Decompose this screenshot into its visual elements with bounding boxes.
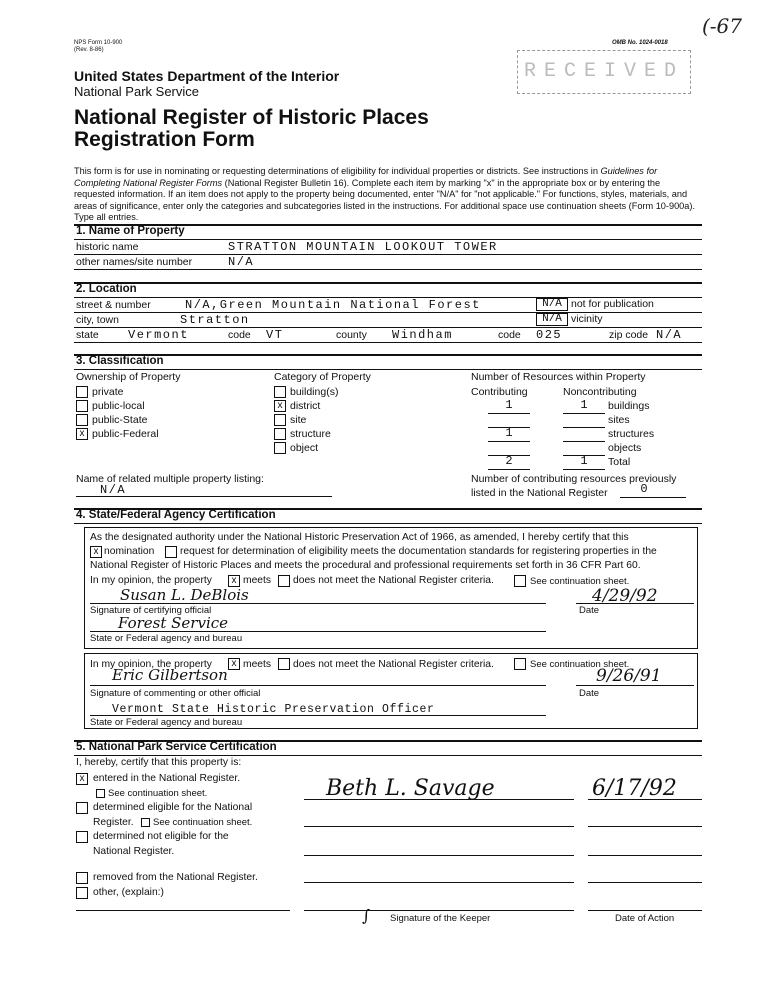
- rule: [563, 441, 605, 442]
- entered-label: entered in the National Register.: [93, 773, 241, 784]
- meets-checkbox[interactable]: x: [228, 575, 240, 587]
- section2-rule: [74, 282, 702, 284]
- nomination-checkbox[interactable]: x: [90, 546, 102, 558]
- row-label-objects: objects: [608, 442, 642, 454]
- county-code-value: 025: [536, 328, 563, 342]
- category-checkbox-buildings[interactable]: [274, 386, 286, 398]
- continuation-checkbox[interactable]: [514, 575, 526, 587]
- ownership-label-public-local: public-local: [92, 400, 145, 412]
- rule: [74, 269, 702, 270]
- eligible-label-2: Register.: [93, 817, 134, 828]
- section1-heading: 1. Name of Property: [76, 225, 185, 237]
- street-value: N/A,Green Mountain National Forest: [185, 298, 481, 312]
- request-label: request for determination of eligibility meets the documentation standards for registering properties in the: [180, 546, 657, 557]
- rule: [90, 715, 546, 716]
- state-label: state: [76, 329, 99, 341]
- category-label-buildings: building(s): [290, 386, 339, 398]
- ownership-checkbox-public-state[interactable]: [76, 414, 88, 426]
- intro-paragraph: [74, 166, 702, 224]
- entered-continuation-label: See continuation sheet.: [108, 788, 208, 799]
- category-label-structure: structure: [290, 428, 331, 440]
- commenting-date: 9/26/91: [596, 666, 662, 686]
- contributing-total: 2: [505, 454, 513, 468]
- ownership-checkbox-public-local[interactable]: [76, 400, 88, 412]
- eligible-checkbox[interactable]: [76, 802, 88, 814]
- ownership-label-private: private: [92, 386, 124, 398]
- noncontributing-buildings: 1: [580, 398, 588, 412]
- form-number: NPS Form 10-900: [74, 40, 123, 46]
- omb-number: OMB No. 1024-0018: [612, 40, 668, 46]
- other-names-value: N/A: [228, 255, 255, 269]
- category-checkbox-object[interactable]: [274, 442, 286, 454]
- street-label: street & number: [76, 299, 151, 311]
- rule: [588, 882, 702, 883]
- removed-label: removed from the National Register.: [93, 872, 258, 883]
- category-label-object: object: [290, 442, 319, 454]
- rule: [304, 826, 574, 827]
- ownership-checkbox-private[interactable]: [76, 386, 88, 398]
- row-label-buildings: buildings: [608, 400, 650, 412]
- historic-name-label: historic name: [76, 241, 139, 253]
- ownership-label-public-federal: public-Federal: [92, 428, 159, 440]
- section4-heading: 4. State/Federal Agency Certification: [76, 509, 276, 521]
- not-eligible-label-2: National Register.: [93, 846, 175, 857]
- rule: [76, 910, 290, 911]
- vicinity-label: vicinity: [571, 313, 603, 325]
- state-code-value: VT: [266, 328, 284, 342]
- does-not-meet-label: does not meet the National Register criteria.: [293, 575, 494, 586]
- row-label-structures: structures: [608, 428, 655, 440]
- rule: [588, 855, 702, 856]
- opinion-prefix: In my opinion, the property: [90, 575, 212, 586]
- form-title-line2: Registration Form: [74, 128, 255, 151]
- intro-text-2: (National Register Bulletin 16). Complete each item by marking "x" in the appropriate box or by entering the requested information. If an item does not apply to the property being documented, enter "N/A" for "not applicable." For functions, styles, materials, and areas of significance, enter only the categories and subcategories listed in the instructions. For additional space use continuation sheets (Form 10-900a). Type all entries.: [74, 177, 696, 222]
- previously-listed-value: 0: [640, 482, 648, 496]
- ownership-checkbox-public-federal[interactable]: x: [76, 428, 88, 440]
- category-checkbox-district[interactable]: x: [274, 400, 286, 412]
- department-name: United States Department of the Interior: [74, 68, 340, 84]
- eligible-continuation-checkbox[interactable]: [141, 818, 150, 827]
- noncontributing-label: Noncontributing: [563, 386, 637, 398]
- contributing-structures: 1: [505, 426, 513, 440]
- request-checkbox[interactable]: [165, 546, 177, 558]
- keeper-signature: Beth L. Savage: [326, 776, 495, 801]
- rule: [90, 685, 546, 686]
- rule: [90, 603, 546, 604]
- meets2-label: meets: [243, 659, 272, 670]
- form-revision: (Rev. 8-86): [74, 47, 104, 53]
- rule: [488, 469, 530, 470]
- category-label-district: district: [290, 400, 321, 412]
- commenting-signature: Eric Gilbertson: [112, 666, 228, 684]
- state-code-label: code: [228, 329, 251, 341]
- section3-rule: [74, 354, 702, 356]
- certifying-date-label: Date: [579, 605, 600, 616]
- previously-listed-label-1: Number of contributing resources previously: [471, 473, 677, 485]
- county-label: county: [336, 329, 367, 341]
- multiple-listing-label: Name of related multiple property listing:: [76, 473, 264, 485]
- rule: [90, 631, 546, 632]
- keeper-signature-label: Signature of the Keeper: [390, 913, 491, 924]
- rule: [588, 799, 702, 800]
- rule: [304, 910, 574, 911]
- rule: [304, 855, 574, 856]
- not-for-publication-label: not for publication: [571, 298, 654, 310]
- ownership-label-public-state: public-State: [92, 414, 148, 426]
- rule: [74, 312, 702, 313]
- contributing-buildings: 1: [505, 398, 513, 412]
- continuation2-checkbox[interactable]: [514, 658, 526, 670]
- rule: [304, 799, 574, 800]
- certifying-date: 4/29/92: [592, 586, 658, 606]
- commenting-agency: Vermont State Historic Preservation Officer: [112, 703, 435, 716]
- ownership-heading: Ownership of Property: [76, 371, 181, 383]
- rule: [563, 427, 605, 428]
- resources-heading: Number of Resources within Property: [471, 371, 646, 383]
- rule: [620, 497, 686, 498]
- rule: [74, 369, 702, 370]
- rule: [563, 469, 605, 470]
- cert-line-1: As the designated authority under the National Historic Preservation Act of 1966, as amended, I hereby certify that this: [90, 532, 629, 543]
- rule: [74, 755, 702, 756]
- service-name: National Park Service: [74, 84, 199, 99]
- rule: [576, 603, 694, 604]
- rule: [74, 254, 702, 255]
- does-not-meet2-label: does not meet the National Register criteria.: [293, 659, 494, 670]
- category-heading: Category of Property: [274, 371, 371, 383]
- county-code-label: code: [498, 329, 521, 341]
- meets2-checkbox[interactable]: x: [228, 658, 240, 670]
- action-date: 6/17/92: [592, 776, 677, 801]
- city-value: Stratton: [180, 313, 250, 327]
- rule: [304, 882, 574, 883]
- rule: [588, 826, 702, 827]
- eligible-continuation-label: See continuation sheet.: [153, 817, 253, 828]
- eligible-label-1: determined eligible for the National: [93, 802, 253, 813]
- multiple-listing-value: N/A: [100, 483, 127, 497]
- certifying-signature: Susan L. DeBlois: [120, 586, 249, 604]
- action-date-label: Date of Action: [615, 913, 675, 924]
- vicinity-box[interactable]: N/A: [536, 313, 568, 326]
- nomination-label: nomination: [104, 546, 155, 557]
- category-checkbox-site[interactable]: [274, 414, 286, 426]
- not-eligible-label-1: determined not eligible for the: [93, 831, 229, 842]
- zip-label: zip code: [609, 329, 649, 341]
- zip-value: N/A: [656, 328, 683, 342]
- section5-heading: 5. National Park Service Certification: [76, 741, 277, 753]
- rule: [563, 413, 605, 414]
- not-eligible-checkbox[interactable]: [76, 831, 88, 843]
- cert-line-3: National Register of Historic Places and meets the procedural and professional requirements set forth in 36 CFR Part 60.: [90, 560, 641, 571]
- entered-checkbox[interactable]: x: [76, 773, 88, 785]
- entered-continuation-checkbox[interactable]: [96, 789, 105, 798]
- category-checkbox-structure[interactable]: [274, 428, 286, 440]
- noncontributing-total: 1: [580, 454, 588, 468]
- historic-name-value: STRATTON MOUNTAIN LOOKOUT TOWER: [228, 240, 498, 254]
- certifying-signature-label: Signature of certifying official: [90, 605, 212, 616]
- category-label-site: site: [290, 414, 307, 426]
- row-label-sites: sites: [608, 414, 630, 426]
- nps-cert-intro: I, hereby, certify that this property is:: [76, 757, 242, 768]
- does-not-meet-checkbox[interactable]: [278, 575, 290, 587]
- certifying-agency: Forest Service: [118, 614, 229, 632]
- other-names-label: other names/site number: [76, 256, 193, 268]
- other-checkbox[interactable]: [76, 887, 88, 899]
- city-label: city, town: [76, 314, 119, 326]
- continuation2-label: See continuation sheet.: [530, 659, 630, 670]
- row-label-total: Total: [608, 456, 631, 468]
- rule: [76, 496, 332, 497]
- commenting-signature-label: Signature of commenting or other official: [90, 688, 261, 699]
- state-value: Vermont: [128, 328, 189, 342]
- handwritten-note: (-67: [702, 14, 743, 38]
- commenting-date-label: Date: [579, 688, 600, 699]
- meets-label: meets: [243, 575, 272, 586]
- rule: [588, 910, 702, 911]
- keeper-initials-mark: ∫: [362, 906, 371, 925]
- section3-heading: 3. Classification: [76, 355, 164, 367]
- does-not-meet2-checkbox[interactable]: [278, 658, 290, 670]
- section2-heading: 2. Location: [76, 283, 137, 295]
- continuation-label: See continuation sheet.: [530, 576, 630, 587]
- rule: [488, 413, 530, 414]
- rule: [74, 342, 702, 343]
- intro-text-1: This form is for use in nominating or requesting determinations of eligibility for individual properties or districts. See instructions in: [74, 166, 601, 176]
- opinion2-prefix: In my opinion, the property: [90, 659, 212, 670]
- not-for-publication-box[interactable]: N/A: [536, 298, 568, 311]
- received-stamp: RECEIVED: [517, 50, 691, 94]
- intro-italic: Guidelines for Completing National Register Forms: [74, 166, 658, 188]
- previously-listed-label-2: listed in the National Register: [471, 487, 608, 499]
- rule: [576, 685, 694, 686]
- rule: [488, 441, 530, 442]
- other-label: other, (explain:): [93, 887, 164, 898]
- commenting-agency-label: State or Federal agency and bureau: [90, 717, 243, 728]
- form-title-line1: National Register of Historic Places: [74, 106, 429, 129]
- county-value: Windham: [392, 328, 453, 342]
- contributing-label: Contributing: [471, 386, 528, 398]
- removed-checkbox[interactable]: [76, 872, 88, 884]
- certifying-agency-label: State or Federal agency and bureau: [90, 633, 243, 644]
- rule: [74, 523, 702, 524]
